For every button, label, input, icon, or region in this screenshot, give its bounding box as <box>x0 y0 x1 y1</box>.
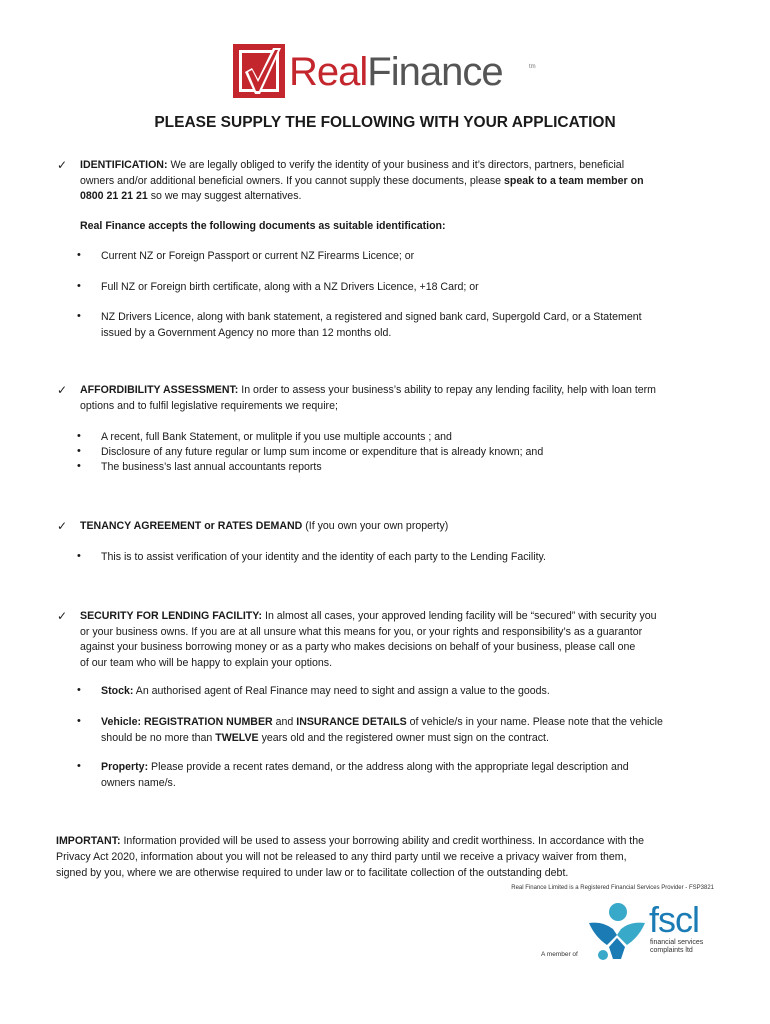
bullet-icon: • <box>77 684 81 696</box>
list-item: Full NZ or Foreign birth certificate, along with a NZ Drivers Licence, +18 Card; or <box>101 281 479 293</box>
fscl-logo <box>587 901 707 963</box>
checkmark-logo-icon <box>233 44 285 98</box>
brand-name: RealFinance <box>289 50 503 94</box>
realfinance-logo <box>233 44 543 102</box>
fscl-wordmark: fscl <box>649 899 699 940</box>
list-item: Disclosure of any future regular or lump sum income or expenditure that is already known; and <box>101 446 544 458</box>
page-title: PLEASE SUPPLY THE FOLLOWING WITH YOUR APPLICATION <box>154 114 616 131</box>
list-item: NZ Drivers Licence, along with bank statement, a registered and signed bank card, Supergold Card, or a Statement issued by a Government Agency no more than 12 months old. <box>101 311 642 339</box>
bullet-icon: • <box>77 760 81 772</box>
bullet-icon: • <box>77 249 81 261</box>
identification-accepts: Real Finance accepts the following documents as suitable identification: <box>80 220 446 232</box>
tenancy-paragraph: TENANCY AGREEMENT or RATES DEMAND (If you own your own property) <box>80 520 449 532</box>
security-paragraph: SECURITY FOR LENDING FACILITY: In almost all cases, your approved lending facility will be “secured” with security you or your business owns. If you are at all unsure what this means for you, or your rights and responsibility’s as a guarantor against your business borrowing money or as a party who makes decisions on behalf of your business, please call one of our team who will be happy to explain your options. <box>80 610 657 669</box>
identification-paragraph: IDENTIFICATION: We are legally obliged to verify the identity of your business and it’s directors, partners, beneficial owners and/or additional beneficial owners. If you cannot supply these documents, please speak to a team member on 0800 21 21 21 so we may suggest alternatives. <box>80 159 644 202</box>
list-item: This is to assist verification of your identity and the identity of each party to the Lending Facility. <box>101 551 546 563</box>
list-item-stock: Stock: An authorised agent of Real Finance may need to sight and assign a value to the goods. <box>101 685 550 697</box>
fsp-registration: Real Finance Limited is a Registered Financial Services Provider - FSP3821 <box>511 885 714 891</box>
bullet-icon: • <box>77 715 81 727</box>
list-item: Current NZ or Foreign Passport or current NZ Firearms Licence; or <box>101 250 415 262</box>
fscl-subtitle: financial services complaints ltd <box>650 939 704 954</box>
trademark: tm <box>529 64 536 70</box>
list-item: The business’s last annual accountants reports <box>101 461 322 473</box>
check-icon: ✓ <box>57 158 68 172</box>
bullet-icon: • <box>77 460 81 472</box>
list-item-property: Property: Please provide a recent rates demand, or the address along with the appropriate legal description and owners name/s. <box>101 761 629 789</box>
bullet-icon: • <box>77 280 81 292</box>
fscl-people-icon <box>587 901 647 963</box>
check-icon: ✓ <box>57 609 68 623</box>
member-of-label: A member of <box>541 951 578 958</box>
bullet-icon: • <box>77 550 81 562</box>
affordability-paragraph: AFFORDIBILITY ASSESSMENT: In order to assess your business’s ability to repay any lending facility, help with loan term options and to fulfil legislative requirements we require; <box>80 384 657 412</box>
check-icon: ✓ <box>57 383 68 397</box>
bullet-icon: • <box>77 310 81 322</box>
bullet-icon: • <box>77 430 81 442</box>
check-icon: ✓ <box>57 519 68 533</box>
list-item-vehicle: Vehicle: REGISTRATION NUMBER and INSURANCE DETAILS of vehicle/s in your name. Please note that the vehicle should be no more than TWELVE years old and the registered owner must sign on the contract. <box>101 716 663 744</box>
important-notice: IMPORTANT: Information provided will be used to assess your borrowing ability and credit worthiness. In accordance with the Privacy Act 2020, information about you will not be released to any third party until we receive a privacy waiver from them, signed by you, where we are otherwise required to under law or to facilitate collection of the outstanding debt. <box>56 835 645 879</box>
bullet-icon: • <box>77 445 81 457</box>
list-item: A recent, full Bank Statement, or mulitple if you use multiple accounts ; and <box>101 431 452 443</box>
